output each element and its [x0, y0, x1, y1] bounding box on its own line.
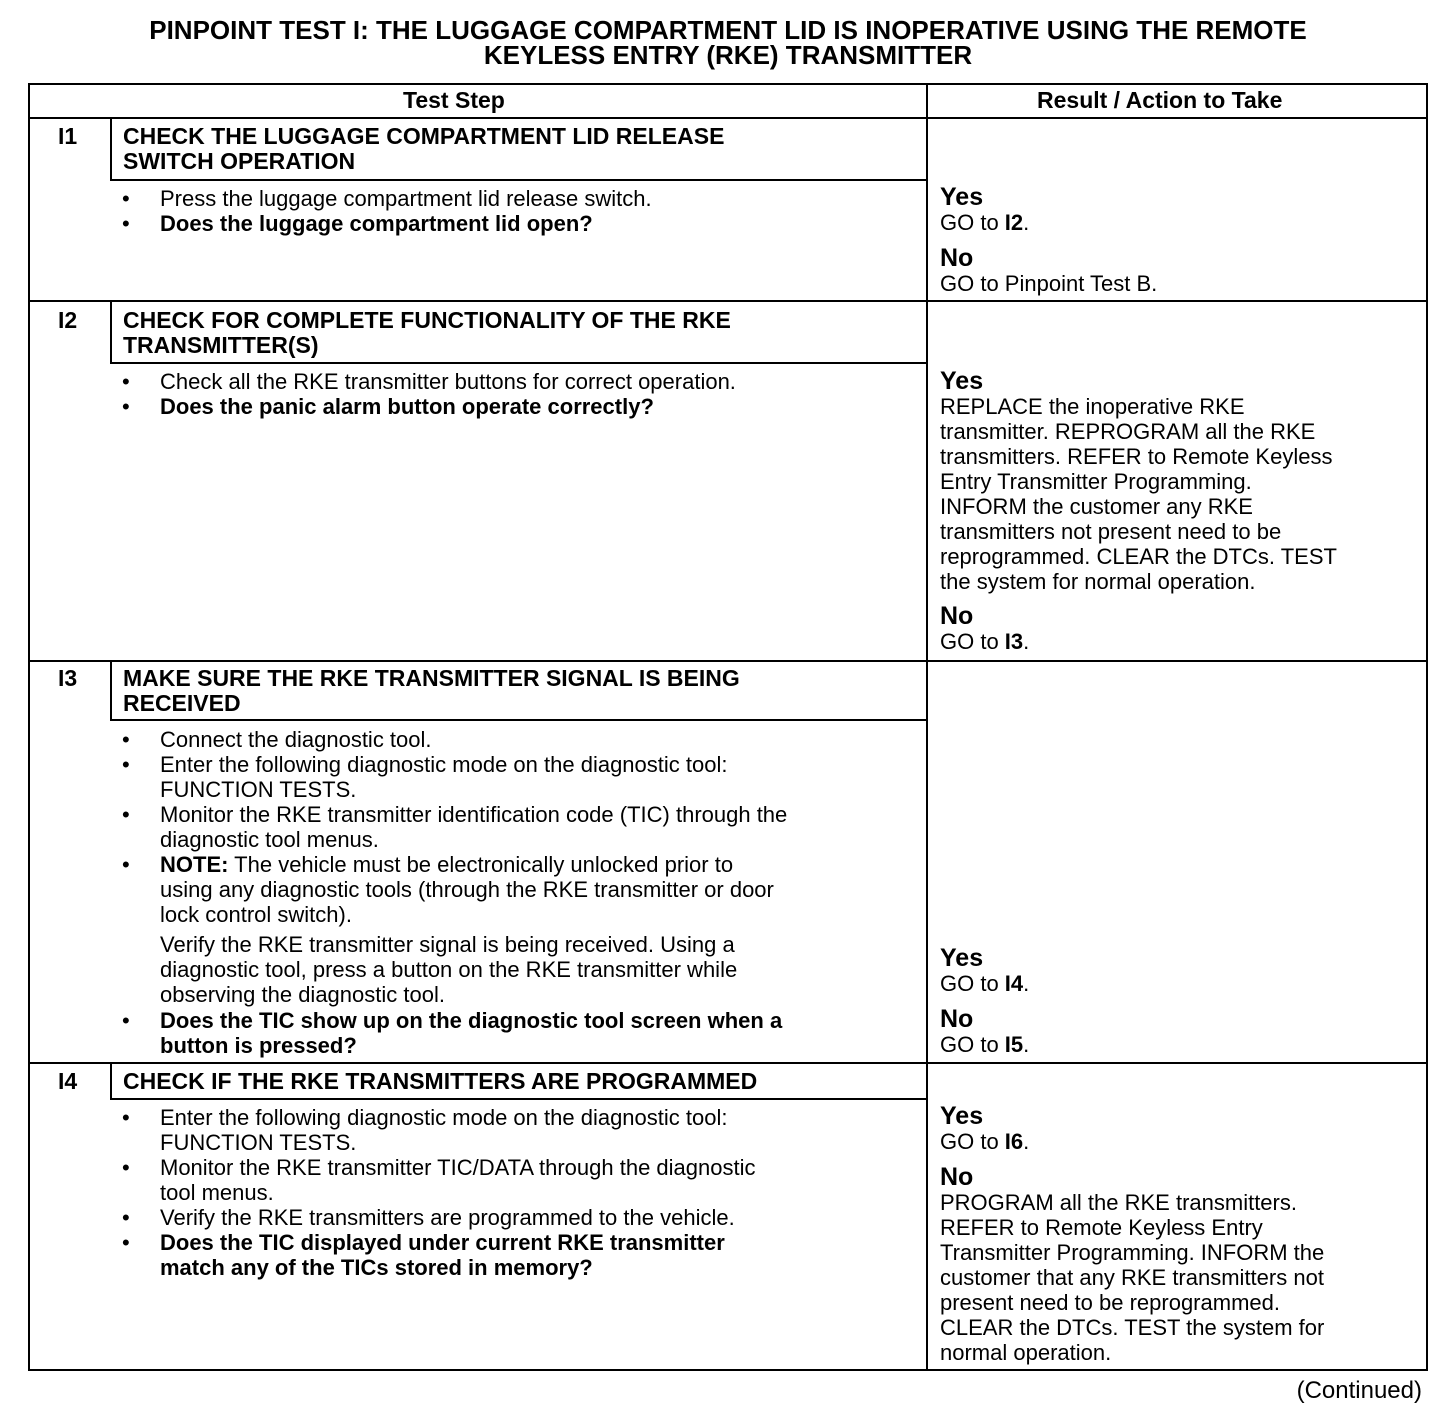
step-id: I3	[58, 665, 78, 691]
step-instruction-line: Does the TIC show up on the diagnostic tool screen when a	[160, 1008, 783, 1033]
step-reference: I5	[1004, 1032, 1024, 1057]
no-action-line: CLEAR the DTCs. TEST the system for	[940, 1315, 1325, 1340]
note-text: The vehicle must be electronically unlocked prior to	[228, 852, 734, 877]
yes-action	[940, 1129, 1029, 1154]
page-title-line-1: PINPOINT TEST I: THE LUGGAGE COMPARTMENT LID IS INOPERATIVE USING THE REMOTE	[149, 15, 1307, 45]
yes-action-text: GO to	[940, 210, 1005, 235]
bullet-mark: •	[122, 1155, 130, 1180]
step-title-line: TRANSMITTER(S)	[123, 332, 319, 358]
no-action-text: .	[1023, 1032, 1030, 1057]
yes-label: Yes	[940, 367, 984, 395]
step-instruction-line: diagnostic tool menus.	[160, 827, 379, 852]
step-reference: I4	[1004, 971, 1024, 996]
step-title-divider	[110, 1098, 926, 1100]
step-instruction-line: Does the luggage compartment lid open?	[160, 211, 593, 236]
yes-action-text: .	[1023, 1129, 1030, 1154]
step-instruction-line: match any of the TICs stored in memory?	[160, 1255, 593, 1280]
step-id-column-divider	[110, 117, 112, 181]
bullet-mark: •	[122, 394, 130, 419]
note-label: NOTE:	[160, 852, 229, 877]
no-action-text: .	[1023, 629, 1030, 654]
yes-label: Yes	[940, 183, 984, 211]
no-action-line: normal operation.	[940, 1340, 1112, 1365]
yes-action-line: transmitters. REFER to Remote Keyless	[940, 444, 1333, 469]
no-label: No	[940, 602, 974, 630]
step-instruction-line: tool menus.	[160, 1180, 274, 1205]
step-id: I4	[58, 1068, 78, 1094]
step-row-divider	[30, 300, 1426, 302]
no-action-text: GO to	[940, 1032, 1005, 1057]
step-id-column-divider	[110, 300, 112, 364]
page-title	[0, 15, 1456, 70]
yes-action-text: GO to	[940, 971, 1005, 996]
yes-action-line: INFORM the customer any RKE	[940, 494, 1253, 519]
step-instruction-line: Press the luggage compartment lid release switch.	[160, 186, 652, 211]
step-title-line: RECEIVED	[123, 690, 241, 716]
yes-label: Yes	[940, 1102, 984, 1130]
step-instruction-line: lock control switch).	[160, 902, 352, 927]
header-result-action: Result / Action to Take	[1037, 87, 1283, 113]
no-action-line: PROGRAM all the RKE transmitters.	[940, 1190, 1297, 1215]
yes-action	[940, 971, 1029, 996]
step-row-divider	[30, 1062, 1426, 1064]
bullet-mark: •	[122, 211, 130, 236]
step-reference: I6	[1004, 1129, 1024, 1154]
yes-action-line: Entry Transmitter Programming.	[940, 469, 1252, 494]
step-instruction-line: diagnostic tool, press a button on the RKE transmitter while	[160, 957, 738, 982]
bullet-mark: •	[122, 727, 130, 752]
step-instruction-line: Does the panic alarm button operate correctly?	[160, 394, 654, 419]
step-id-column-divider	[110, 660, 112, 721]
yes-label: Yes	[940, 944, 984, 972]
yes-action-line: REPLACE the inoperative RKE	[940, 394, 1245, 419]
bullet-mark: •	[122, 752, 130, 777]
step-instruction-line: Monitor the RKE transmitter TIC/DATA through the diagnostic	[160, 1155, 756, 1180]
yes-action-line: transmitters not present need to be	[940, 519, 1282, 544]
no-label: No	[940, 244, 974, 272]
bullet-mark: •	[122, 1008, 130, 1033]
step-instruction-line: FUNCTION TESTS.	[160, 777, 357, 802]
step-instruction-line: Connect the diagnostic tool.	[160, 727, 432, 752]
step-id-column-divider	[110, 1062, 112, 1100]
step-instruction-line: Check all the RKE transmitter buttons for correct operation.	[160, 369, 736, 394]
page-title-line-2: KEYLESS ENTRY (RKE) TRANSMITTER	[483, 40, 973, 70]
no-label: No	[940, 1005, 974, 1033]
bullet-mark: •	[122, 1205, 130, 1230]
step-title-line: SWITCH OPERATION	[123, 148, 356, 174]
bullet-mark: •	[122, 369, 130, 394]
bullet-mark: •	[122, 852, 130, 877]
yes-action-line: reprogrammed. CLEAR the DTCs. TEST	[940, 544, 1337, 569]
no-label: No	[940, 1163, 974, 1191]
step-instruction-line: button is pressed?	[160, 1033, 357, 1058]
no-action-line: REFER to Remote Keyless Entry	[940, 1215, 1263, 1240]
step-instruction-line: observing the diagnostic tool.	[160, 982, 445, 1007]
step-instruction-line: FUNCTION TESTS.	[160, 1130, 357, 1155]
step-instruction-line: Monitor the RKE transmitter identification code (TIC) through the	[160, 802, 788, 827]
yes-action-text: .	[1023, 210, 1030, 235]
step-title-line: CHECK IF THE RKE TRANSMITTERS ARE PROGRAMMED	[123, 1068, 758, 1094]
step-instruction-line: Verify the RKE transmitter signal is being received. Using a	[160, 932, 735, 957]
step-title-divider	[110, 179, 926, 181]
header-divider	[30, 117, 1426, 119]
bullet-mark: •	[122, 802, 130, 827]
no-action-line: present need to be reprogrammed.	[940, 1290, 1280, 1315]
yes-action-line: the system for normal operation.	[940, 569, 1256, 594]
yes-action-line: transmitter. REPROGRAM all the RKE	[940, 419, 1316, 444]
bullet-mark: •	[122, 1105, 130, 1130]
step-instruction-line: Verify the RKE transmitters are programmed to the vehicle.	[160, 1205, 735, 1230]
step-title-line: MAKE SURE THE RKE TRANSMITTER SIGNAL IS BEING	[123, 665, 740, 691]
step-title-line: CHECK THE LUGGAGE COMPARTMENT LID RELEASE	[123, 123, 725, 149]
step-reference: I2	[1004, 210, 1024, 235]
no-action	[940, 629, 1029, 654]
step-reference: I3	[1004, 629, 1024, 654]
step-title-divider	[110, 362, 926, 364]
bullet-mark: •	[122, 186, 130, 211]
column-divider-result	[926, 85, 928, 1369]
step-instruction-line: Does the TIC displayed under current RKE transmitter	[160, 1230, 725, 1255]
step-instruction-line: using any diagnostic tools (through the RKE transmitter or door	[160, 877, 774, 902]
step-id: I1	[58, 123, 78, 149]
step-instruction-line: Enter the following diagnostic mode on the diagnostic tool:	[160, 1105, 728, 1130]
yes-action	[940, 210, 1029, 235]
no-action-line: Transmitter Programming. INFORM the	[940, 1240, 1325, 1265]
step-row-divider	[30, 660, 1426, 662]
step-title-divider	[110, 719, 926, 721]
yes-action-text: GO to	[940, 1129, 1005, 1154]
no-action-line: GO to Pinpoint Test B.	[940, 271, 1158, 296]
step-instruction-line	[160, 852, 733, 877]
header-test-step: Test Step	[403, 87, 505, 113]
step-title-line: CHECK FOR COMPLETE FUNCTIONALITY OF THE RKE	[123, 307, 731, 333]
no-action	[940, 1032, 1029, 1057]
step-id: I2	[58, 307, 78, 333]
pinpoint-test-table	[28, 83, 1428, 1371]
bullet-mark: •	[122, 1230, 130, 1255]
yes-action-text: .	[1023, 971, 1030, 996]
no-action-line: customer that any RKE transmitters not	[940, 1265, 1324, 1290]
step-instruction-line: Enter the following diagnostic mode on the diagnostic tool:	[160, 752, 728, 777]
continued-label: (Continued)	[1296, 1377, 1422, 1404]
no-action-text: GO to	[940, 629, 1005, 654]
